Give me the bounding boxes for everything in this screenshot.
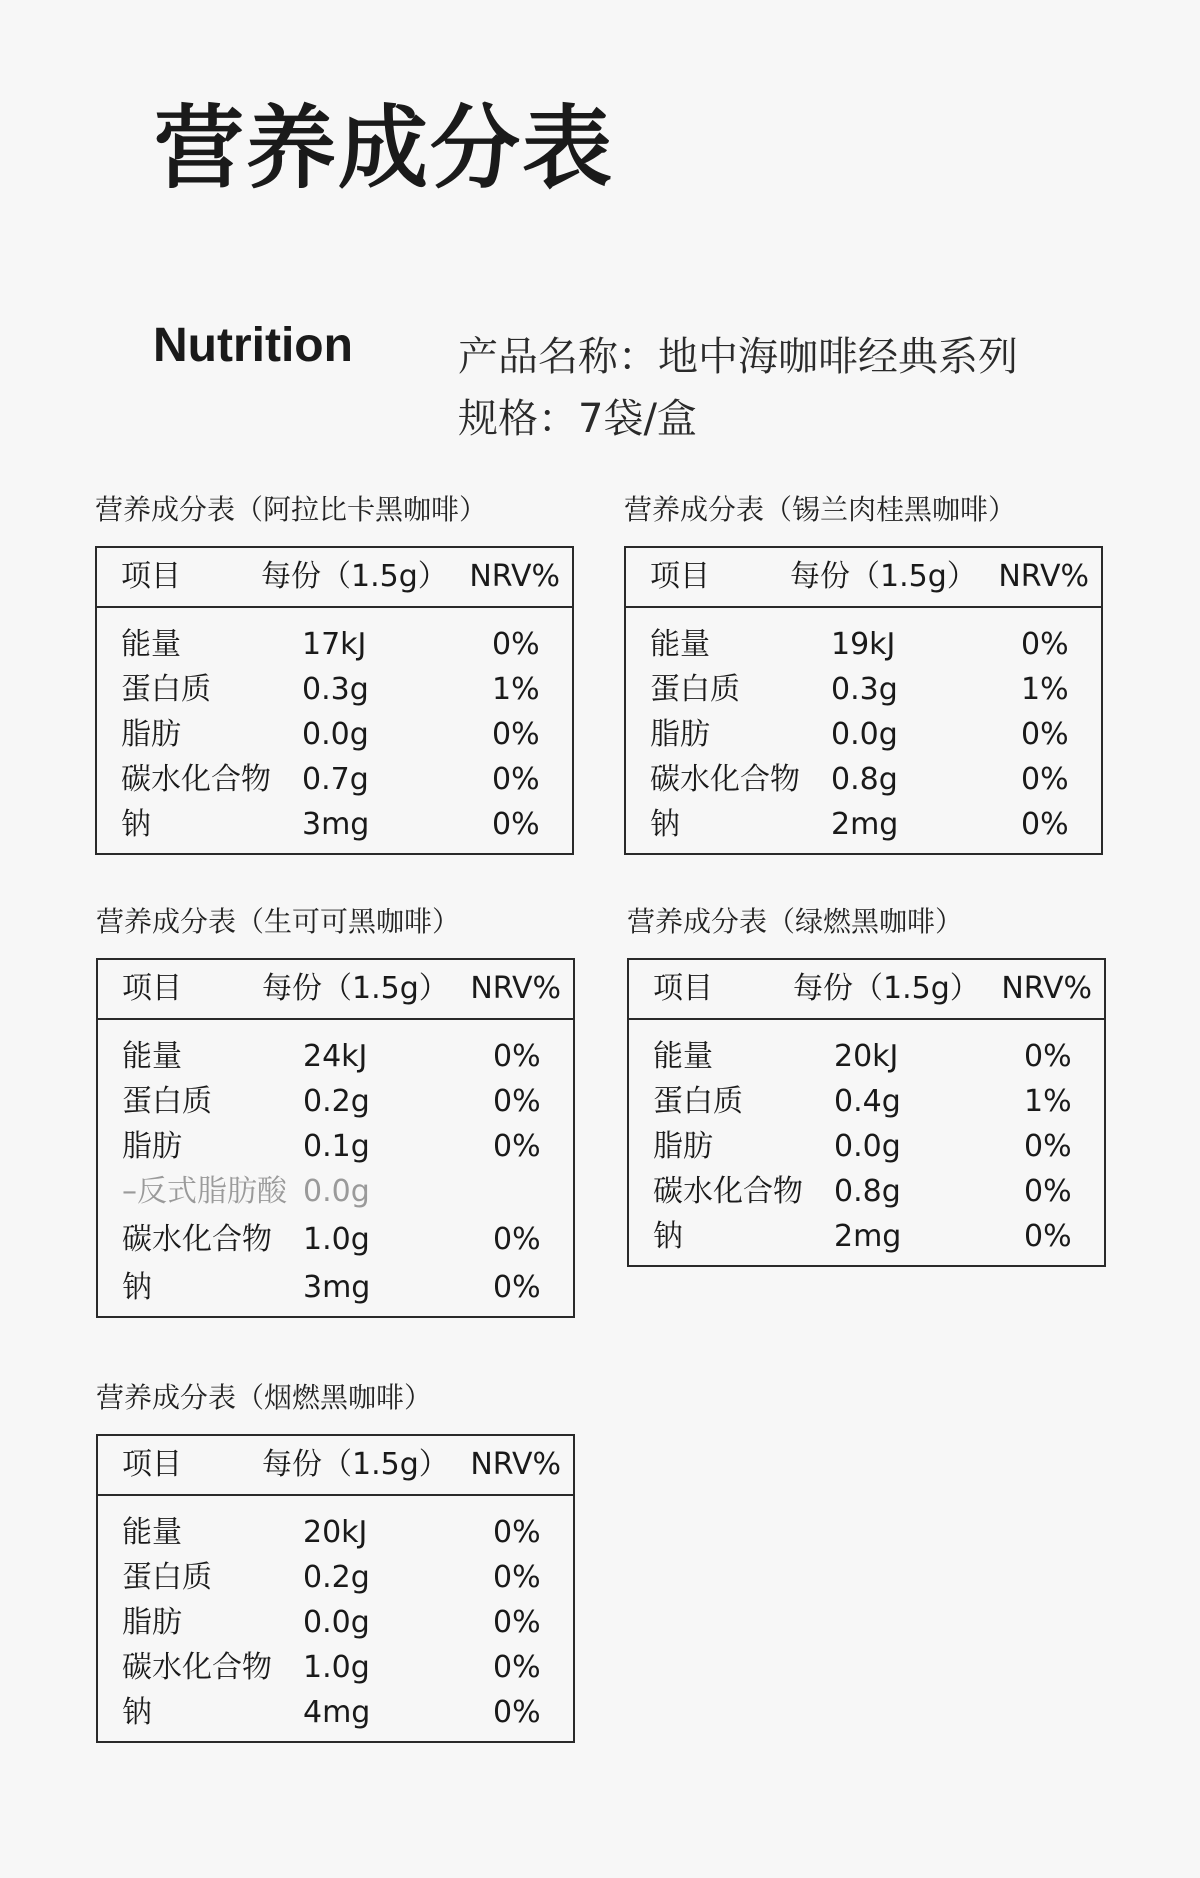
table-row	[97, 757, 572, 802]
row-item: 蛋白质	[121, 672, 211, 707]
table-row	[98, 1265, 573, 1310]
row-item: –反式脂肪酸	[122, 1174, 287, 1209]
row-item: 脂肪	[122, 1605, 182, 1640]
table-row-trans-fat	[98, 1169, 573, 1217]
row-value: 0.1g	[303, 1129, 370, 1164]
table-row	[629, 1169, 1104, 1214]
product-info	[458, 326, 1018, 450]
table-header	[98, 1436, 573, 1496]
table-header	[98, 960, 573, 1020]
row-value: 3mg	[303, 1270, 371, 1305]
row-nrv: 0%	[493, 1515, 541, 1550]
header-item: 项目	[122, 1447, 182, 1482]
header-nrv: NRV%	[1001, 971, 1092, 1006]
product-spec: 规格：7袋/盒	[458, 396, 697, 442]
row-nrv: 0%	[493, 1605, 541, 1640]
row-nrv: 0%	[492, 807, 540, 842]
row-value: 0.3g	[302, 672, 369, 707]
row-item: 碳水化合物	[121, 762, 271, 797]
row-value: 0.0g	[302, 717, 369, 752]
table-row	[98, 1124, 573, 1169]
table-row	[626, 757, 1101, 802]
row-nrv: 0%	[1021, 762, 1069, 797]
row-value: 0.2g	[303, 1084, 370, 1119]
card-title: 营养成分表（锡兰肉桂黑咖啡）	[624, 493, 1017, 526]
table-body	[98, 1496, 573, 1741]
row-nrv: 1%	[1024, 1084, 1072, 1119]
row-item: 脂肪	[122, 1129, 182, 1164]
row-nrv: 0%	[493, 1222, 541, 1257]
row-nrv: 0%	[493, 1695, 541, 1730]
row-value: 0.8g	[831, 762, 898, 797]
row-value: 20kJ	[834, 1039, 899, 1074]
table-row	[98, 1217, 573, 1265]
row-item: 脂肪	[650, 717, 710, 752]
row-item: 碳水化合物	[122, 1222, 272, 1257]
card-title: 营养成分表（烟燃黑咖啡）	[96, 1381, 433, 1414]
row-nrv: 0%	[493, 1084, 541, 1119]
table-row	[97, 802, 572, 847]
header-per-serving: 每份（1.5g）	[262, 971, 449, 1006]
card-title: 营养成分表（绿燃黑咖啡）	[627, 905, 964, 938]
header-nrv: NRV%	[469, 559, 560, 594]
nutrition-table	[95, 546, 574, 855]
row-item: 能量	[653, 1039, 713, 1074]
row-item: 能量	[121, 627, 181, 662]
row-item: 能量	[122, 1039, 182, 1074]
nutrition-card-arabica	[95, 492, 574, 855]
table-row	[626, 802, 1101, 847]
nutrition-card-cacao	[96, 904, 575, 1318]
table-row	[629, 1124, 1104, 1169]
row-value: 1.0g	[303, 1650, 370, 1685]
table-header	[97, 548, 572, 608]
row-nrv: 0%	[1021, 627, 1069, 662]
row-item: 钠	[650, 807, 680, 842]
header-item: 项目	[121, 559, 181, 594]
row-nrv: 1%	[492, 672, 540, 707]
row-item: 钠	[653, 1219, 683, 1254]
header-nrv: NRV%	[998, 559, 1089, 594]
row-nrv: 0%	[1024, 1039, 1072, 1074]
table-row	[98, 1034, 573, 1079]
row-value: 0.2g	[303, 1560, 370, 1595]
header-per-serving: 每份（1.5g）	[261, 559, 448, 594]
row-nrv: 0%	[493, 1560, 541, 1595]
table-row	[98, 1079, 573, 1124]
row-nrv: 0%	[1024, 1129, 1072, 1164]
table-row	[98, 1645, 573, 1690]
row-nrv: 0%	[492, 717, 540, 752]
row-item: 蛋白质	[122, 1560, 212, 1595]
row-value: 3mg	[302, 807, 370, 842]
nutrition-table	[627, 958, 1106, 1267]
table-row	[626, 667, 1101, 712]
table-row	[629, 1079, 1104, 1124]
header-per-serving: 每份（1.5g）	[793, 971, 980, 1006]
row-value: 2mg	[831, 807, 899, 842]
row-nrv: 0%	[493, 1650, 541, 1685]
row-nrv: 0%	[1021, 717, 1069, 752]
table-row	[98, 1600, 573, 1645]
table-body	[629, 1020, 1104, 1265]
table-row	[626, 622, 1101, 667]
row-item: 蛋白质	[650, 672, 740, 707]
card-title: 营养成分表（阿拉比卡黑咖啡）	[95, 493, 488, 526]
header-per-serving: 每份（1.5g）	[790, 559, 977, 594]
nutrition-table	[96, 958, 575, 1318]
page-title: 营养成分表	[154, 96, 614, 201]
product-name: 产品名称：地中海咖啡经典系列	[458, 334, 1018, 380]
row-nrv: 0%	[1024, 1174, 1072, 1209]
row-value: 0.3g	[831, 672, 898, 707]
row-value: 0.0g	[834, 1129, 901, 1164]
nutrition-table	[624, 546, 1103, 855]
row-value: 17kJ	[302, 627, 367, 662]
table-body	[98, 1020, 573, 1316]
row-value: 0.0g	[303, 1174, 370, 1209]
card-title: 营养成分表（生可可黑咖啡）	[96, 905, 461, 938]
row-nrv: 1%	[1021, 672, 1069, 707]
row-nrv: 0%	[1024, 1219, 1072, 1254]
nutrition-card-green	[627, 904, 1106, 1267]
table-body	[97, 608, 572, 853]
header-nrv: NRV%	[470, 971, 561, 1006]
table-row	[626, 712, 1101, 757]
header-nrv: NRV%	[470, 1447, 561, 1482]
brand-label: Nutrition	[153, 319, 353, 372]
row-item: 脂肪	[121, 717, 181, 752]
row-item: 钠	[121, 807, 151, 842]
header-per-serving: 每份（1.5g）	[262, 1447, 449, 1482]
row-item: 钠	[122, 1270, 152, 1305]
table-header	[626, 548, 1101, 608]
row-nrv: 0%	[493, 1129, 541, 1164]
row-value: 24kJ	[303, 1039, 368, 1074]
table-row	[97, 622, 572, 667]
nutrition-card-smoky	[96, 1380, 575, 1743]
row-value: 4mg	[303, 1695, 371, 1730]
row-nrv: 0%	[1021, 807, 1069, 842]
table-row	[98, 1510, 573, 1555]
table-row	[97, 712, 572, 757]
table-row	[98, 1690, 573, 1735]
table-body	[626, 608, 1101, 853]
header-item: 项目	[122, 971, 182, 1006]
table-row	[629, 1214, 1104, 1259]
header-item: 项目	[653, 971, 713, 1006]
nutrition-card-cinnamon	[624, 492, 1103, 855]
table-row	[97, 667, 572, 712]
row-nrv: 0%	[492, 627, 540, 662]
row-value: 0.0g	[831, 717, 898, 752]
row-item: 蛋白质	[653, 1084, 743, 1119]
row-value: 2mg	[834, 1219, 902, 1254]
row-value: 20kJ	[303, 1515, 368, 1550]
row-item: 钠	[122, 1695, 152, 1730]
row-item: 能量	[650, 627, 710, 662]
row-item: 能量	[122, 1515, 182, 1550]
row-value: 0.0g	[303, 1605, 370, 1640]
row-nrv: 0%	[492, 762, 540, 797]
row-item: 碳水化合物	[650, 762, 800, 797]
row-value: 0.7g	[302, 762, 369, 797]
header-item: 项目	[650, 559, 710, 594]
row-value: 19kJ	[831, 627, 896, 662]
row-value: 1.0g	[303, 1222, 370, 1257]
nutrition-table	[96, 1434, 575, 1743]
row-item: 碳水化合物	[653, 1174, 803, 1209]
row-value: 0.4g	[834, 1084, 901, 1119]
table-row	[629, 1034, 1104, 1079]
table-header	[629, 960, 1104, 1020]
row-value: 0.8g	[834, 1174, 901, 1209]
row-item: 脂肪	[653, 1129, 713, 1164]
row-nrv: 0%	[493, 1270, 541, 1305]
table-row	[98, 1555, 573, 1600]
row-nrv: 0%	[493, 1039, 541, 1074]
row-item: 碳水化合物	[122, 1650, 272, 1685]
row-item: 蛋白质	[122, 1084, 212, 1119]
